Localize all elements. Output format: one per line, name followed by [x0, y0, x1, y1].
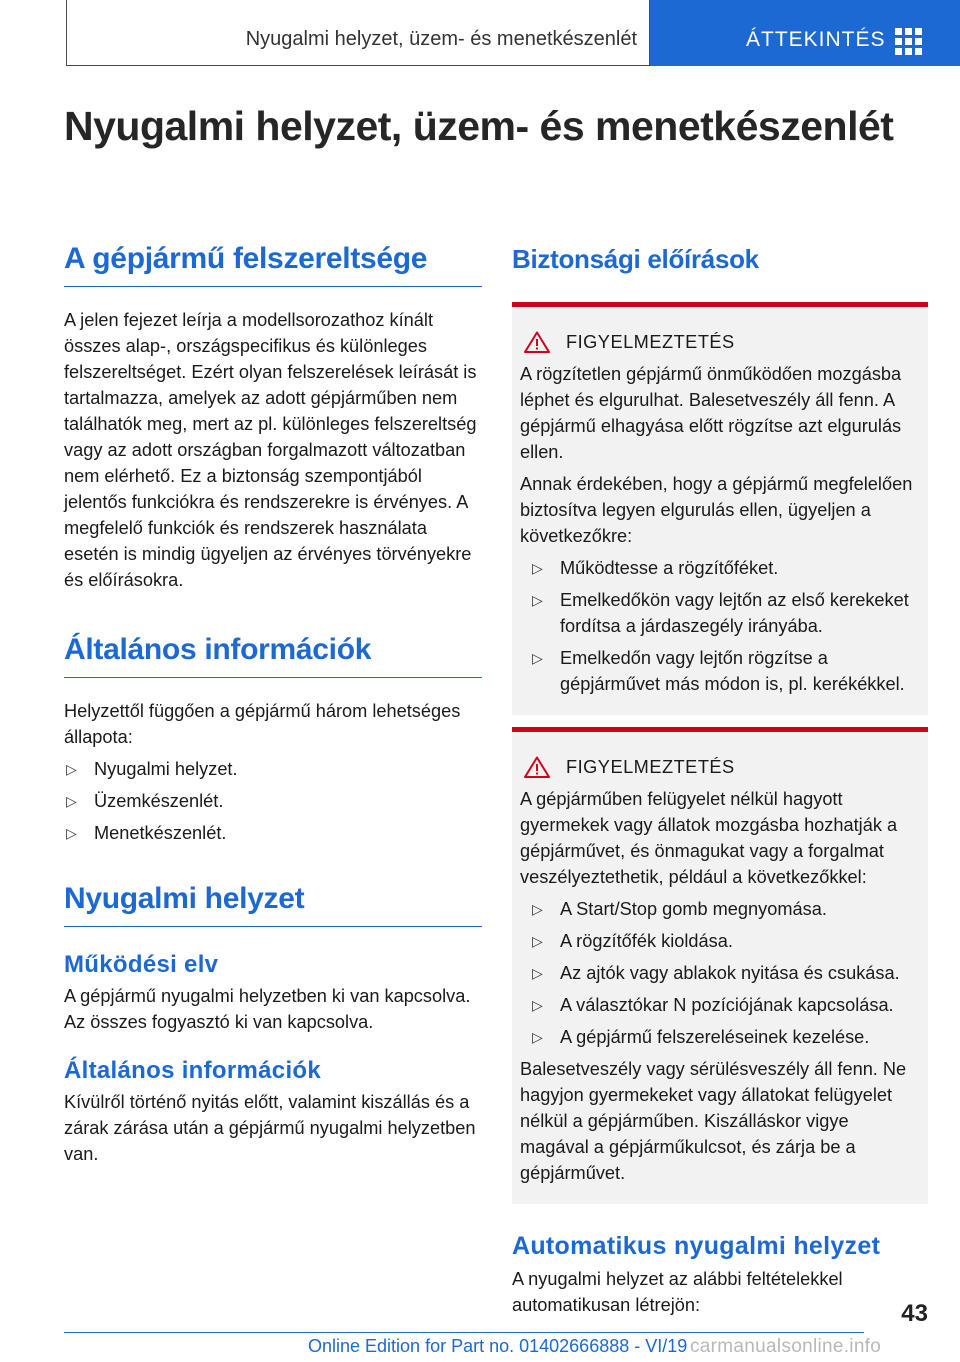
paragraph-auto-idle: A nyugalmi helyzet az alábbi feltételekkel automatikusan létrejön:	[512, 1269, 843, 1315]
warning-list	[520, 555, 920, 697]
right-column	[512, 240, 928, 1318]
page-number: 43	[901, 1300, 928, 1327]
heading-general-info: Általános információk	[64, 631, 482, 678]
warning-list	[520, 896, 920, 1050]
list-item: ▷ Nyugalmi helyzet.	[64, 756, 482, 782]
paragraph-general-info: Helyzettől függően a gépjármű három lehetséges állapota:	[64, 701, 461, 747]
list-item: ▷ Emelkedőkön vagy lejtőn az első kerekeket fordítsa a járdaszegély irányába.	[520, 587, 920, 639]
heading-safety: Biztonsági előírások	[512, 244, 759, 274]
list-item: ▷ A Start/Stop gomb megnyomása.	[520, 896, 920, 922]
list-item: ▷ Működtesse a rögzítőféket.	[520, 555, 920, 581]
list-item: ▷ A rögzítőfék kioldása.	[520, 928, 920, 954]
list-item: ▷ Menetkészenlét.	[64, 820, 482, 846]
footer-divider	[64, 1332, 864, 1333]
triangle-bullet-icon: ▷	[532, 933, 543, 949]
header-section-label: ÁTTEKINTÉS	[746, 28, 886, 51]
paragraph-equipment: A jelen fejezet leírja a modellsorozathoz kínált összes alap-, országspecifikus és különleges felszereltséget. Ezért olyan felszerelések leírását is tartalmazza, amelyek az adott gépjárműben nem találhatók meg, mert az pl. különleges felszereltség vagy az adott országban forgalmazott változatban nem elérhető. Ez a biztonság szempontjából jelentős funkciókra és rendszerekre is érvényes. A megfelelő funkciók és rendszerek használata esetén is mindig ügyeljen az érvényes törvényekre és előírásokra.	[64, 310, 477, 590]
page-title: Nyugalmi helyzet, üzem- és menetkészenlét	[64, 103, 894, 149]
warning-text: A rögzítetlen gépjármű önműködően mozgásba léphet és elgurulhat. Balesetveszély áll fenn. A gépjármű elhagyása előtt rögzítse azt elgurulás ellen.	[520, 364, 902, 462]
heading-equipment: A gépjármű felszereltsége	[64, 240, 482, 287]
header-section-tab[interactable]	[650, 0, 960, 66]
list-item: ▷ A választókar N pozíciójának kapcsolása.	[520, 992, 920, 1018]
paragraph-operating-principle: A gépjármű nyugalmi helyzetben ki van kapcsolva. Az összes fogyasztó ki van kapcsolva.	[64, 986, 471, 1032]
triangle-bullet-icon: ▷	[532, 1029, 543, 1045]
left-column	[64, 240, 482, 1167]
triangle-bullet-icon: ▷	[66, 825, 77, 841]
header-chapter-box	[66, 0, 650, 66]
warning-header	[520, 754, 920, 780]
warning-triangle-icon	[524, 756, 550, 778]
page-header	[0, 0, 960, 66]
warning-header	[520, 329, 920, 355]
warning-label: FIGYELMEZTETÉS	[566, 757, 735, 777]
heading-general-info-2: Általános információk	[64, 1057, 322, 1084]
heading-auto-idle: Automatikus nyugalmi helyzet	[512, 1232, 881, 1260]
warning-text: Balesetveszély vagy sérülésveszély áll fenn. Ne hagyjon gyermekeket vagy állatokat felügyelet nélkül a gépjárműben. Kiszálláskor vigye magával a gépjárműkulcsot, és zárja be a gépjárművet.	[520, 1059, 907, 1183]
list-item: ▷ A gépjármű felszereléseinek kezelése.	[520, 1024, 920, 1050]
triangle-bullet-icon: ▷	[532, 901, 543, 917]
warning-text: Annak érdekében, hogy a gépjármű megfelelően biztosítva legyen elgurulás ellen, ügyeljen a következőkre:	[520, 474, 913, 546]
paragraph-general-info-2: Kívülről történő nyitás előtt, valamint kiszállás és a zárak zárása után a gépjármű nyugalmi helyzetben van.	[64, 1092, 476, 1164]
state-list	[64, 756, 482, 846]
triangle-bullet-icon: ▷	[532, 592, 543, 608]
warning-label: FIGYELMEZTETÉS	[566, 332, 735, 352]
footer-edition: Online Edition for Part no. 01402666888 - VI/19	[308, 1336, 688, 1356]
grid-icon[interactable]	[895, 28, 922, 55]
triangle-bullet-icon: ▷	[532, 965, 543, 981]
header-chapter-title: Nyugalmi helyzet, üzem- és menetkészenlét	[245, 28, 637, 50]
list-item: ▷ Üzemkészenlét.	[64, 788, 482, 814]
warning-box-1	[512, 302, 928, 715]
triangle-bullet-icon: ▷	[532, 560, 543, 576]
warning-text: A gépjárműben felügyelet nélkül hagyott gyermekek vagy állatok mozgásba hozhatják a gépjárművet, és önmagukat vagy a forgalmat veszélyeztethetik, például a következőkkel:	[520, 789, 898, 887]
list-item: ▷ Emelkedőn vagy lejtőn rögzítse a gépjárművet más módon is, pl. kerékékkel.	[520, 645, 920, 697]
warning-triangle-icon	[524, 331, 550, 353]
heading-operating-principle: Működési elv	[64, 951, 219, 978]
triangle-bullet-icon: ▷	[532, 650, 543, 666]
list-item: ▷ Az ajtók vagy ablakok nyitása és csukása.	[520, 960, 920, 986]
triangle-bullet-icon: ▷	[66, 793, 77, 809]
heading-idle-state: Nyugalmi helyzet	[64, 880, 482, 927]
triangle-bullet-icon: ▷	[532, 997, 543, 1013]
watermark: carmanualsonline.info	[690, 1336, 882, 1357]
triangle-bullet-icon: ▷	[66, 761, 77, 777]
warning-box-2	[512, 727, 928, 1204]
